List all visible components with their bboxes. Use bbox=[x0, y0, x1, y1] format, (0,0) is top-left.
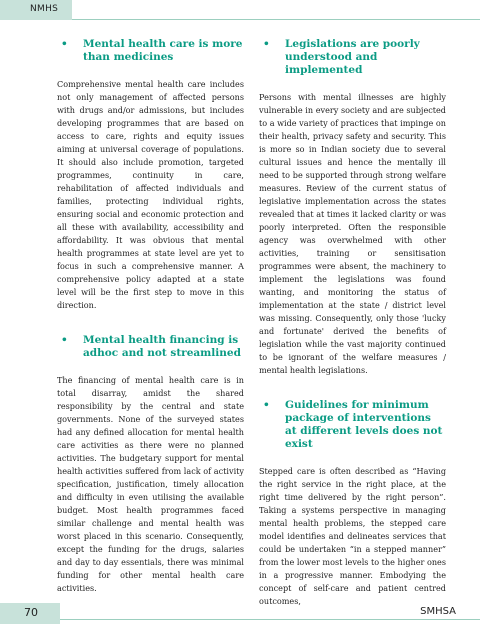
section-title: Mental health care is more than medicines bbox=[83, 38, 243, 63]
body-paragraph: Stepped care is often described as “Having the right service in the right place, at the right time delivered by the right person”. Taking a systems perspective in managing mental health problems, the stepped care model identifies and delineates services that could be undertaken “in a stepped manner” from the lower most levels to the higher ones in a progressive manner. Embodying the concept of self-care and patient centred outcomes, bbox=[259, 466, 446, 606]
left-column bbox=[57, 38, 244, 609]
section-title: Guidelines for minimum package of interventions at different levels does not exist bbox=[285, 399, 443, 450]
section-heading bbox=[259, 399, 446, 451]
section-heading bbox=[259, 38, 446, 77]
section-heading bbox=[57, 334, 244, 360]
section-heading bbox=[57, 38, 244, 64]
bullet-icon: • bbox=[263, 399, 270, 411]
right-column bbox=[259, 38, 446, 622]
bullet-icon: • bbox=[61, 38, 68, 50]
body-paragraph: The financing of mental health care is in total disarray, amidst the shared responsibility by the central and state governments. None of the surveyed states had any defined allocation for mental health care activities as there were no planned activities. The budgetary support for mental health activities suffered from lack of activity specification, justification, timely allocation and difficulty in even utilising the available budget. Most health programmes faced similar challenge and mental health was worst placed in this scenario. Consequently, except the funding for the drugs, salaries and day to day essentials, there was minimal funding for other mental health care activities. bbox=[57, 375, 244, 593]
body-paragraph: Comprehensive mental health care includes not only management of affected persons with drugs and/or admissions, but includes developing programmes that are based on access to care, rights and equity issues aiming at universal coverage of populations. It should also include promotion, targeted programmes, continuity in care, rehabilitation of affected individuals and families, protecting individual rights, ensuring social and economic protection and all these with availability, accessibility and affordability. It was obvious that mental health programmes at state level are yet to focus in such a comprehensive manner. A comprehensive policy adapted at a state level will be the first step to move in this direction. bbox=[57, 79, 244, 310]
footer-rule bbox=[60, 619, 480, 620]
bullet-icon: • bbox=[61, 334, 68, 346]
section-title: Mental health financing is adhoc and not streamlined bbox=[83, 334, 241, 359]
bullet-icon: • bbox=[263, 38, 270, 50]
page-number: 70 bbox=[24, 606, 38, 619]
running-footer: SMHSA bbox=[420, 606, 456, 617]
body-paragraph: Persons with mental illnesses are highly vulnerable in every society and are subjected to a wide variety of practices that impinge on their health, privacy safety and security. This is more so in Indian society due to several cultural issues and hence the mentally ill need to be supported through strong welfare measures. Review of the current status of legislative implementation across the states revealed that at times it lacked clarity or was poorly interpreted. Often the responsible agency was overwhelmed with other activities, training or sensitisation programmes were absent, the machinery to implement the legislations was found wanting, and monitoring the status of implementation at the state / district level was missing. Consequently, only those 'lucky and fortunate' derived the benefits of legislation while the vast majority continued to be ignorant of the welfare measures / mental health legislations. bbox=[259, 92, 446, 375]
section-title: Legislations are poorly understood and implemented bbox=[285, 38, 420, 76]
header-rule bbox=[72, 19, 480, 20]
running-header: NMHS bbox=[30, 4, 59, 14]
